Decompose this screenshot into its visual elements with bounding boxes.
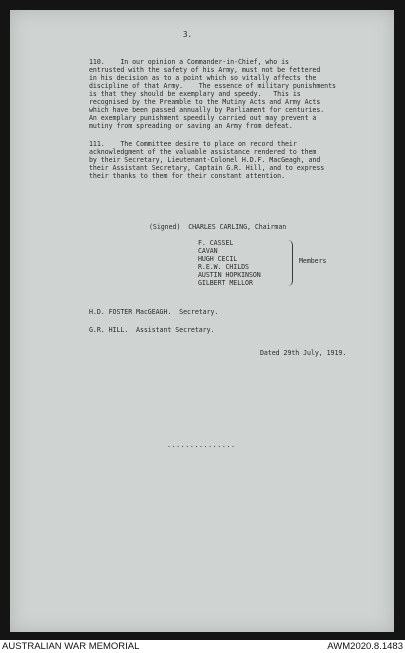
member-name: F. CASSEL [198,239,234,247]
members-brace [288,240,293,286]
para-111-line: their Assistant Secretary, Captain G.R. Hill, and to express [89,164,325,172]
para-110-line: is that they should be exemplary and speedy. This is [89,90,301,98]
end-dots: ............... [167,441,236,449]
member-name: HUGH CECIL [198,255,238,263]
member-name: GILBERT MELLOR [198,279,253,287]
para-111-line: acknowledgment of the valuable assistance rendered to them [89,148,317,156]
footer-institution: AUSTRALIAN WAR MEMORIAL [2,641,140,652]
assistant-secretary-line: G.R. HILL. Assistant Secretary. [89,326,215,334]
member-name: CAVAN [198,247,218,255]
para-110-line: 110. In our opinion a Commander-in-Chief, who is [89,58,289,66]
para-110-line: which have been passed annually by Parliament for centuries. [89,106,325,114]
para-110-line: recognised by the Preamble to the Mutiny Acts and Army Acts [89,98,321,106]
page-number: 3. [183,30,192,39]
para-110-line: entrusted with the safety of his Army, must not be fettered [89,66,321,74]
members-label: Members [299,257,327,265]
dated-line: Dated 29th July, 1919. [260,349,347,357]
member-name: R.E.W. CHILDS [198,263,249,271]
para-111-line: their thanks to them for their constant attention. [89,172,285,180]
para-110-line: mutiny from spreading or saving an Army from defeat. [89,122,293,130]
signed-chairman: (Signed) CHARLES CARLING, Chairman [149,223,287,231]
document-page [10,10,394,632]
para-111-line: by their Secretary, Lieutenant-Colonel H.D.F. MacGeagh, and [89,156,321,164]
para-110-line: in his decision as to a point which so vitally affects the [89,74,317,82]
para-110-line: discipline of that Army. The essence of military punishments [89,82,336,90]
para-111-line: 111. The Committee desire to place on record their [89,140,297,148]
member-name: AUSTIN HOPKINSON [198,271,261,279]
footer-accession-number: AWM2020.8.1483 [327,641,403,652]
secretary-line: H.D. FOSTER MacGEAGH. Secretary. [89,308,219,316]
para-110-line: An exemplary punishment speedily carried out may prevent a [89,114,317,122]
